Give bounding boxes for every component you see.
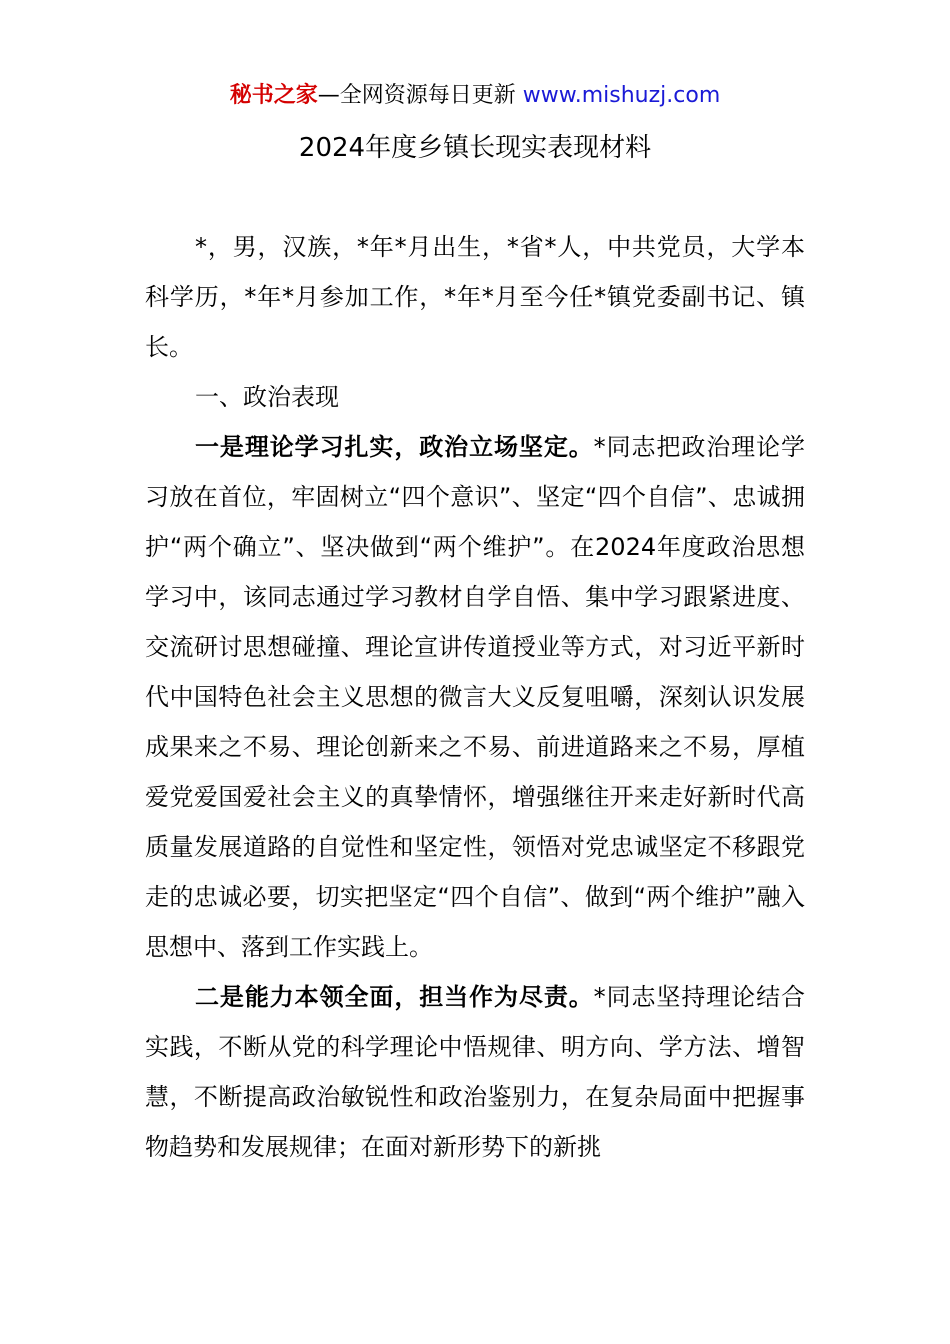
paragraph-body: *同志把政治理论学习放在首位，牢固树立“四个意识”、坚定“四个自信”、忠诚拥护“两个确立”、坚决做到“两个维护”。在2024年度政治思想学习中，该同志通过学习教材自学自悟、集中学习跟紧进度、交流研讨思想碰撞、理论宣讲传道授业等方式，对习近平新时代中国特色社会主义思想的微言大义反复咀嚼，深刻认识发展成果来之不易、理论创新来之不易、前进道路来之不易，厚植爱党爱国爱社会主义的真挚情怀，增强继往开来走好新时代高质量发展道路的自觉性和坚定性，领悟对党忠诚坚定不移跟党走的忠诚必要，切实把坚定“四个自信”、做到“两个维护”融入思想中、落到工作实践上。 [145,433,806,961]
document-title: 2024年度乡镇长现实表现材料 [298,133,652,163]
site-header [0,80,950,112]
paragraph-lead: 二是能力本领全面，担当作为尽责。 [195,983,594,1011]
intro-paragraph: *，男，汉族，*年*月出生，*省*人，中共党员，大学本科学历，*年*月参加工作，*年*月至今任*镇党委副书记、镇长。 [145,233,805,361]
section-heading-politics: 一、政治表现 [195,383,339,411]
paragraph-lead: 一是理论学习扎实，政治立场坚定。 [195,433,594,461]
document-body [145,222,805,1172]
site-url-link[interactable]: www.mishuzj.com [522,83,721,108]
paragraph-body: *同志坚持理论结合实践，不断从党的科学理论中悟规律、明方向、学方法、增智慧，不断提高政治敏锐性和政治鉴别力，在复杂局面中把握事物趋势和发展规律；在面对新形势下的新挑 [145,983,806,1161]
site-tagline: —全网资源每日更新 [317,83,516,108]
paragraph-theory-study [145,422,805,972]
paragraph-ability [145,972,805,1172]
site-brand: 秘书之家 [229,83,318,108]
